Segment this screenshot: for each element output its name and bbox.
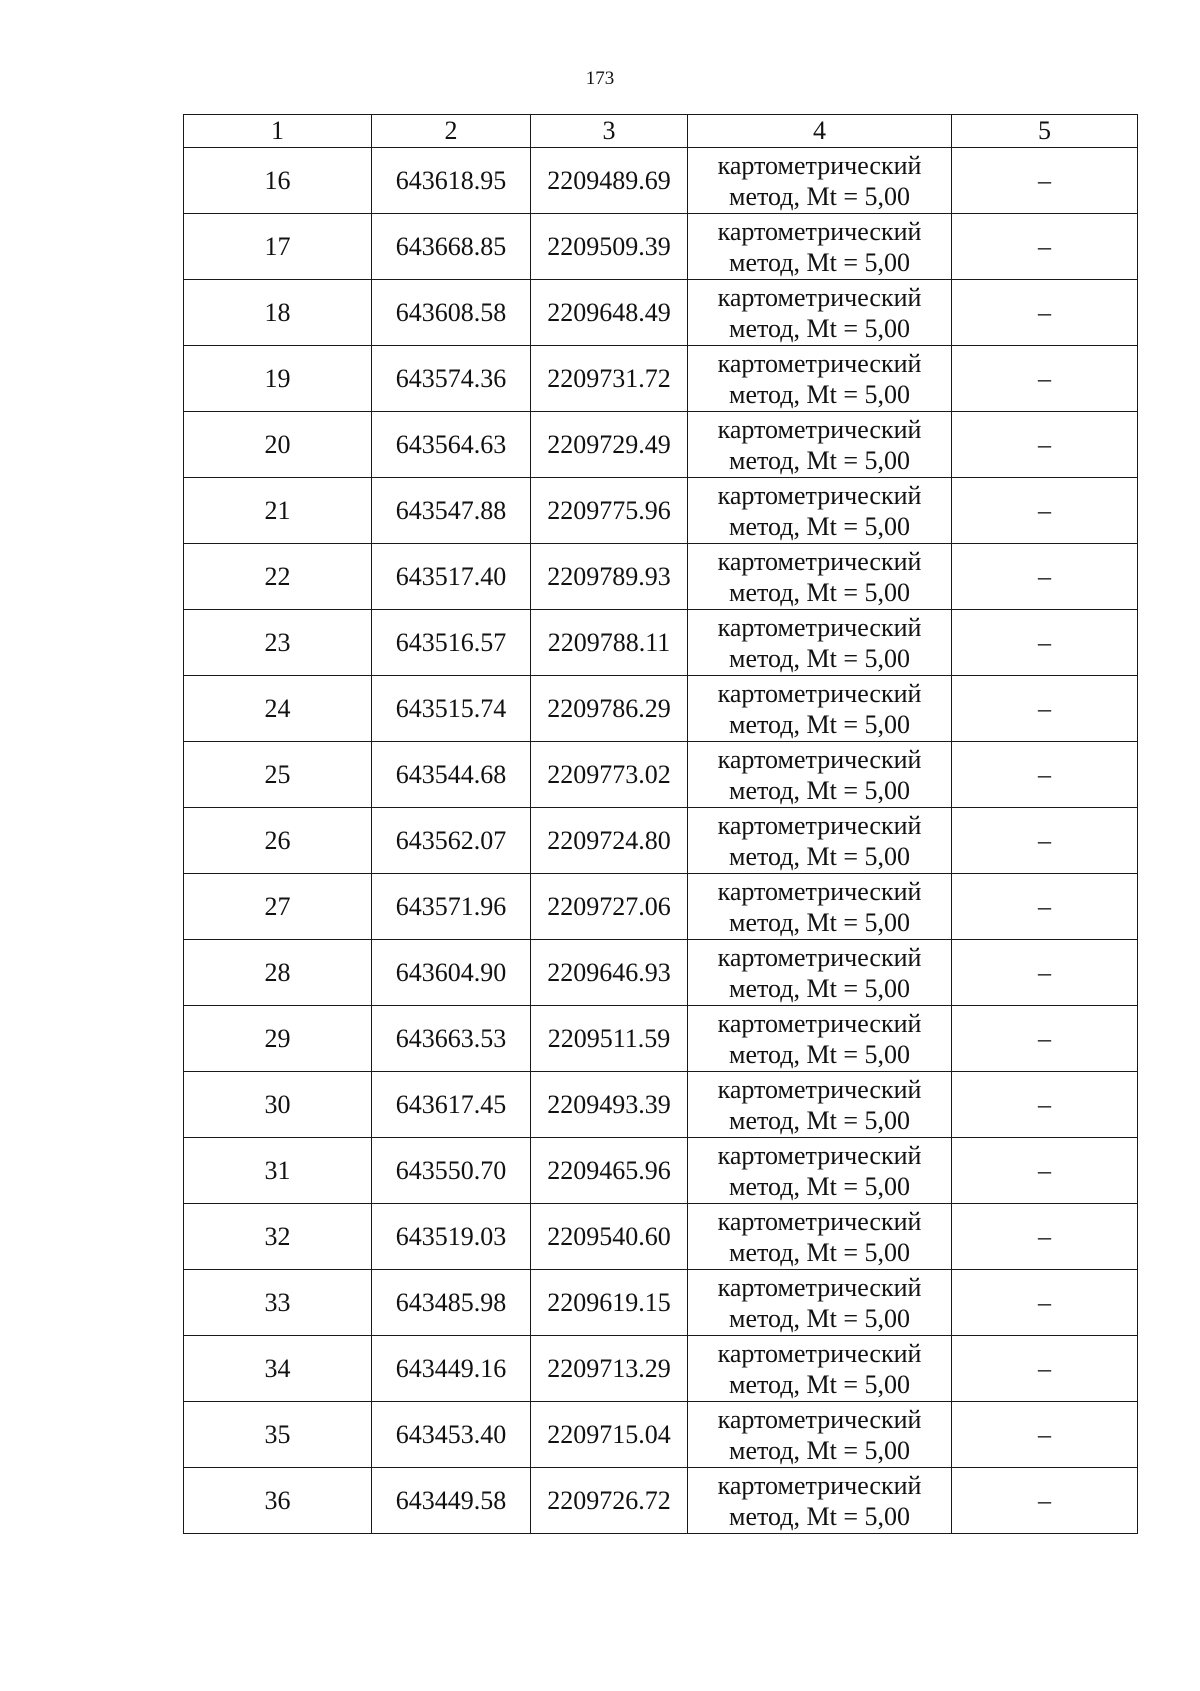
method-line-1: картометрический [717,744,922,774]
method-line-1: картометрический [717,1470,922,1500]
table-row [184,280,1138,346]
note-cell: – [952,280,1138,346]
method-cell [688,940,952,1006]
table-row [184,676,1138,742]
table-row [184,1006,1138,1072]
method-line-1: картометрический [717,546,922,576]
table-row [184,1336,1138,1402]
note-cell: – [952,478,1138,544]
table-row [184,1138,1138,1204]
y-coordinate-cell: 2209493.39 [531,1072,688,1138]
method-line-2: метод, Mt = 5,00 [729,379,910,409]
x-coordinate-cell: 643604.90 [372,940,531,1006]
point-number-cell: 24 [184,676,372,742]
header-col-4: 4 [688,115,952,148]
method-line-2: метод, Mt = 5,00 [729,973,910,1003]
method-line-1: картометрический [717,480,922,510]
page-number: 173 [585,68,615,89]
method-line-2: метод, Mt = 5,00 [729,643,910,673]
note-cell: – [952,214,1138,280]
method-cell [688,1072,952,1138]
y-coordinate-cell: 2209786.29 [531,676,688,742]
note-cell: – [952,544,1138,610]
x-coordinate-cell: 643618.95 [372,148,531,214]
coordinates-table [183,114,1138,1534]
point-number-cell: 31 [184,1138,372,1204]
y-coordinate-cell: 2209713.29 [531,1336,688,1402]
method-line-2: метод, Mt = 5,00 [729,775,910,805]
x-coordinate-cell: 643562.07 [372,808,531,874]
point-number-cell: 32 [184,1204,372,1270]
method-line-1: картометрический [717,810,922,840]
method-line-1: картометрический [717,612,922,642]
point-number-cell: 18 [184,280,372,346]
method-line-2: метод, Mt = 5,00 [729,1237,910,1267]
method-line-2: метод, Mt = 5,00 [729,1435,910,1465]
table-row [184,742,1138,808]
method-line-1: картометрический [717,1008,922,1038]
x-coordinate-cell: 643516.57 [372,610,531,676]
point-number-cell: 17 [184,214,372,280]
y-coordinate-cell: 2209715.04 [531,1402,688,1468]
x-coordinate-cell: 643449.58 [372,1468,531,1534]
point-number-cell: 27 [184,874,372,940]
method-line-2: метод, Mt = 5,00 [729,1303,910,1333]
x-coordinate-cell: 643550.70 [372,1138,531,1204]
table-body [184,148,1138,1534]
table-header [184,115,1138,148]
method-cell [688,1468,952,1534]
y-coordinate-cell: 2209465.96 [531,1138,688,1204]
method-line-2: метод, Mt = 5,00 [729,181,910,211]
point-number-cell: 25 [184,742,372,808]
header-col-5: 5 [952,115,1138,148]
x-coordinate-cell: 643449.16 [372,1336,531,1402]
table-row [184,346,1138,412]
method-line-1: картометрический [717,1404,922,1434]
method-line-1: картометрический [717,216,922,246]
method-cell [688,742,952,808]
note-cell: – [952,1204,1138,1270]
x-coordinate-cell: 643517.40 [372,544,531,610]
method-cell [688,280,952,346]
y-coordinate-cell: 2209724.80 [531,808,688,874]
method-cell [688,676,952,742]
point-number-cell: 16 [184,148,372,214]
method-line-1: картометрический [717,1074,922,1104]
y-coordinate-cell: 2209773.02 [531,742,688,808]
note-cell: – [952,874,1138,940]
note-cell: – [952,1270,1138,1336]
point-number-cell: 22 [184,544,372,610]
table-row [184,874,1138,940]
method-cell [688,874,952,940]
method-cell [688,610,952,676]
x-coordinate-cell: 643668.85 [372,214,531,280]
point-number-cell: 26 [184,808,372,874]
method-line-1: картометрический [717,150,922,180]
method-line-2: метод, Mt = 5,00 [729,1501,910,1531]
x-coordinate-cell: 643608.58 [372,280,531,346]
method-line-2: метод, Mt = 5,00 [729,577,910,607]
table-row [184,214,1138,280]
method-line-2: метод, Mt = 5,00 [729,313,910,343]
method-line-2: метод, Mt = 5,00 [729,841,910,871]
method-cell [688,1006,952,1072]
point-number-cell: 29 [184,1006,372,1072]
header-col-3: 3 [531,115,688,148]
method-cell [688,214,952,280]
header-col-1: 1 [184,115,372,148]
method-cell [688,412,952,478]
y-coordinate-cell: 2209727.06 [531,874,688,940]
x-coordinate-cell: 643544.68 [372,742,531,808]
y-coordinate-cell: 2209619.15 [531,1270,688,1336]
method-line-2: метод, Mt = 5,00 [729,247,910,277]
x-coordinate-cell: 643617.45 [372,1072,531,1138]
method-line-2: метод, Mt = 5,00 [729,907,910,937]
table-row [184,808,1138,874]
y-coordinate-cell: 2209726.72 [531,1468,688,1534]
point-number-cell: 36 [184,1468,372,1534]
point-number-cell: 30 [184,1072,372,1138]
x-coordinate-cell: 643574.36 [372,346,531,412]
method-line-2: метод, Mt = 5,00 [729,1369,910,1399]
method-line-1: картометрический [717,1272,922,1302]
y-coordinate-cell: 2209509.39 [531,214,688,280]
method-cell [688,1336,952,1402]
method-line-1: картометрический [717,348,922,378]
table-row [184,544,1138,610]
method-line-1: картометрический [717,678,922,708]
note-cell: – [952,676,1138,742]
method-line-1: картометрический [717,876,922,906]
method-line-2: метод, Mt = 5,00 [729,511,910,541]
method-line-1: картометрический [717,1140,922,1170]
method-line-1: картометрический [717,942,922,972]
x-coordinate-cell: 643663.53 [372,1006,531,1072]
table-row [184,1072,1138,1138]
x-coordinate-cell: 643564.63 [372,412,531,478]
x-coordinate-cell: 643453.40 [372,1402,531,1468]
table-row [184,148,1138,214]
table-row [184,1402,1138,1468]
x-coordinate-cell: 643485.98 [372,1270,531,1336]
y-coordinate-cell: 2209729.49 [531,412,688,478]
table-row [184,1270,1138,1336]
method-cell [688,1270,952,1336]
method-cell [688,346,952,412]
note-cell: – [952,412,1138,478]
method-line-1: картометрический [717,1338,922,1368]
method-line-2: метод, Mt = 5,00 [729,445,910,475]
table-row [184,940,1138,1006]
note-cell: – [952,940,1138,1006]
method-line-2: метод, Mt = 5,00 [729,1105,910,1135]
y-coordinate-cell: 2209646.93 [531,940,688,1006]
note-cell: – [952,1138,1138,1204]
method-cell [688,808,952,874]
note-cell: – [952,742,1138,808]
y-coordinate-cell: 2209789.93 [531,544,688,610]
note-cell: – [952,610,1138,676]
point-number-cell: 21 [184,478,372,544]
y-coordinate-cell: 2209731.72 [531,346,688,412]
x-coordinate-cell: 643571.96 [372,874,531,940]
note-cell: – [952,1402,1138,1468]
method-line-2: метод, Mt = 5,00 [729,1171,910,1201]
point-number-cell: 35 [184,1402,372,1468]
note-cell: – [952,1336,1138,1402]
table-row [184,1468,1138,1534]
method-cell [688,544,952,610]
point-number-cell: 34 [184,1336,372,1402]
point-number-cell: 20 [184,412,372,478]
y-coordinate-cell: 2209489.69 [531,148,688,214]
method-line-2: метод, Mt = 5,00 [729,709,910,739]
y-coordinate-cell: 2209511.59 [531,1006,688,1072]
method-cell [688,478,952,544]
x-coordinate-cell: 643519.03 [372,1204,531,1270]
method-cell [688,1204,952,1270]
note-cell: – [952,148,1138,214]
x-coordinate-cell: 643547.88 [372,478,531,544]
point-number-cell: 19 [184,346,372,412]
note-cell: – [952,346,1138,412]
point-number-cell: 33 [184,1270,372,1336]
table-row [184,610,1138,676]
note-cell: – [952,1072,1138,1138]
method-cell [688,1138,952,1204]
y-coordinate-cell: 2209540.60 [531,1204,688,1270]
y-coordinate-cell: 2209788.11 [531,610,688,676]
table-row [184,1204,1138,1270]
note-cell: – [952,808,1138,874]
y-coordinate-cell: 2209775.96 [531,478,688,544]
header-col-2: 2 [372,115,531,148]
note-cell: – [952,1468,1138,1534]
x-coordinate-cell: 643515.74 [372,676,531,742]
table-row [184,412,1138,478]
method-cell [688,1402,952,1468]
method-cell [688,148,952,214]
method-line-2: метод, Mt = 5,00 [729,1039,910,1069]
table-row [184,478,1138,544]
method-line-1: картометрический [717,1206,922,1236]
y-coordinate-cell: 2209648.49 [531,280,688,346]
header-row [184,115,1138,148]
point-number-cell: 23 [184,610,372,676]
method-line-1: картометрический [717,414,922,444]
note-cell: – [952,1006,1138,1072]
point-number-cell: 28 [184,940,372,1006]
method-line-1: картометрический [717,282,922,312]
